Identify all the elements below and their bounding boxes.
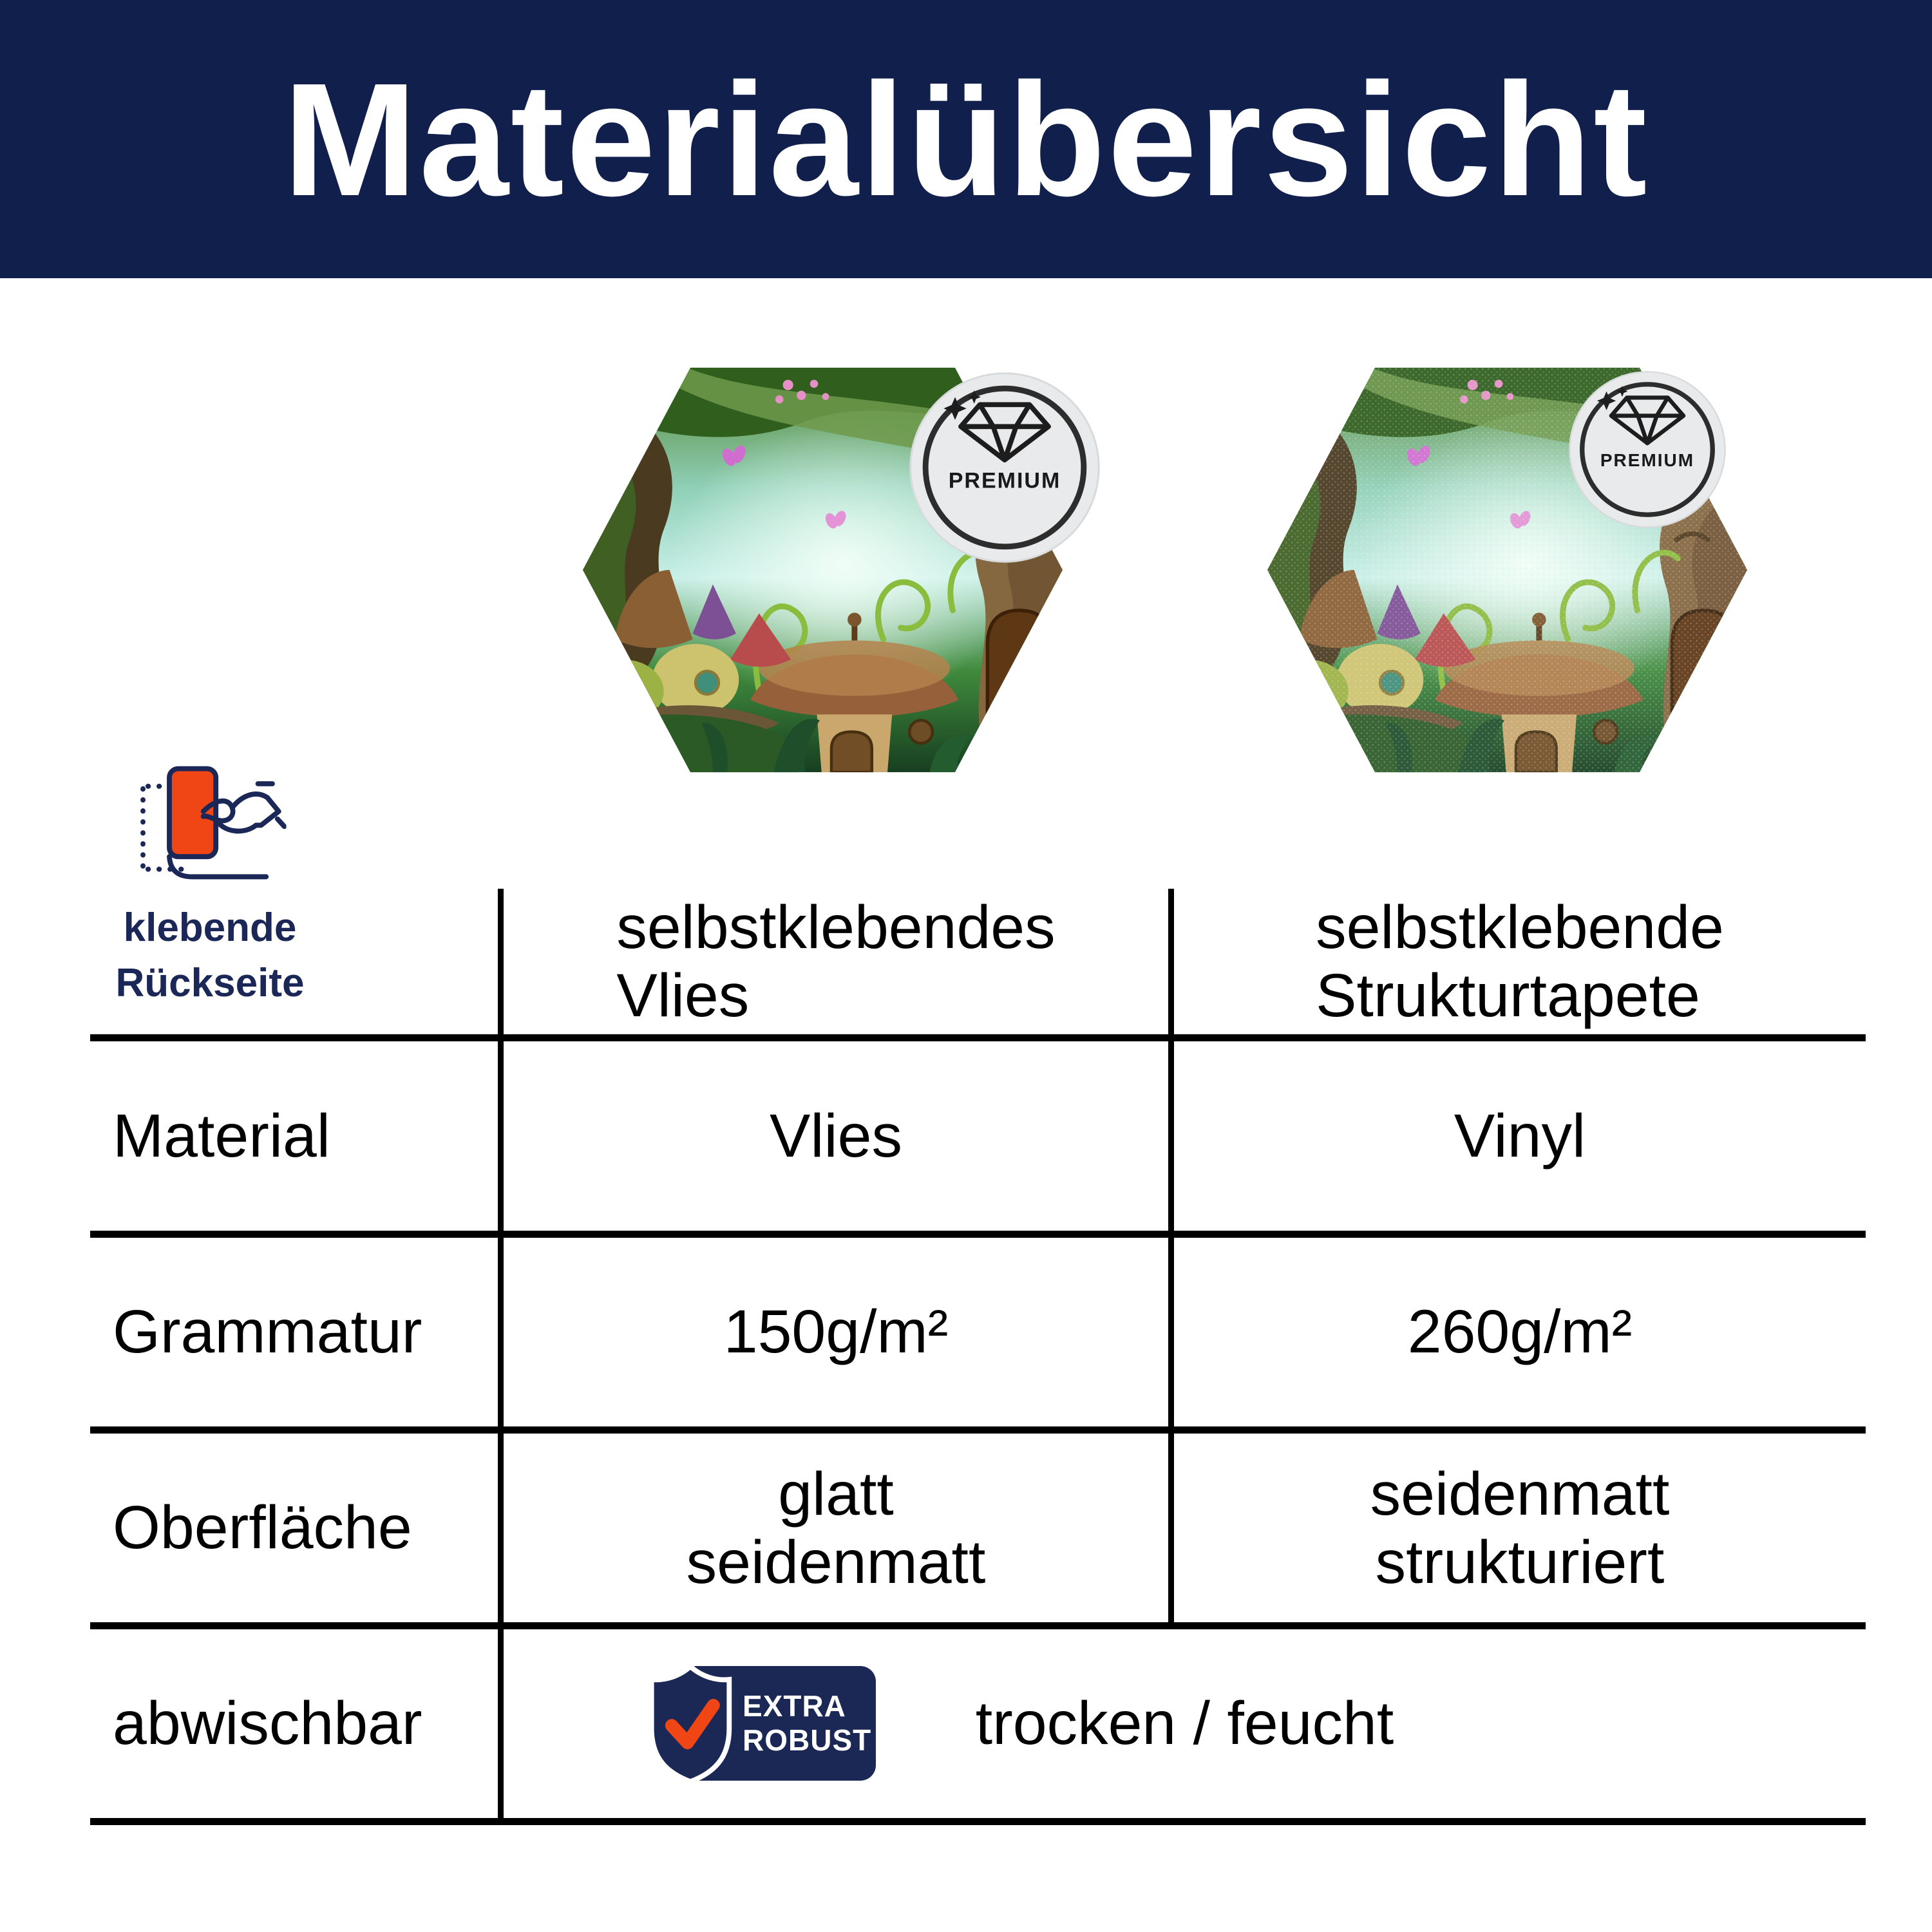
column-header-strukturtapete	[1174, 889, 1866, 1034]
value-grammatur-vinyl: 260g/m²	[1407, 1298, 1633, 1366]
extra-robust-label	[743, 1689, 871, 1757]
row-label-material: Material	[113, 1101, 330, 1170]
adhesive-backside-label	[62, 900, 358, 1011]
row-label-grammatur: Grammatur	[113, 1298, 422, 1366]
table-border	[90, 1231, 1866, 1238]
table-border	[90, 1818, 1866, 1825]
diamond-icon	[909, 372, 1100, 563]
column-header-line: Vlies	[616, 961, 750, 1030]
table-border	[90, 1426, 1866, 1434]
premium-badge	[909, 372, 1100, 563]
shield-checkmark-icon	[647, 1662, 734, 1785]
table-border	[90, 1034, 1866, 1041]
row-label-oberflaeche: Oberfläche	[113, 1493, 412, 1562]
extra-robust-label-line2: ROBUST	[743, 1723, 872, 1757]
column-header-line: Strukturtapete	[1316, 961, 1700, 1030]
extra-robust-badge	[647, 1662, 876, 1785]
value-material-vinyl: Vinyl	[1454, 1101, 1586, 1170]
column-header-vlies	[504, 889, 1168, 1034]
premium-badge	[1569, 371, 1726, 528]
value-line: glatt	[778, 1459, 894, 1528]
table-column-separator	[1168, 889, 1174, 1629]
table-border	[90, 1622, 1866, 1629]
column-header-line: selbstklebende	[1316, 893, 1724, 961]
column-header-line: selbstklebendes	[616, 893, 1056, 961]
header-banner	[0, 0, 1932, 278]
value-line: seidenmatt	[1370, 1459, 1670, 1528]
premium-badge-label: PREMIUM	[1600, 450, 1695, 471]
extra-robust-label-line1: EXTRA	[743, 1689, 846, 1723]
diamond-icon	[1569, 371, 1726, 528]
value-oberflaeche-vinyl	[1174, 1434, 1866, 1622]
page-title: Materialübersicht	[283, 49, 1649, 229]
value-material-vlies: Vlies	[770, 1101, 902, 1170]
adhesive-backside-label-line2: Rückseite	[115, 961, 305, 1005]
row-label-abwischbar: abwischbar	[113, 1689, 422, 1757]
table-column-separator	[498, 889, 504, 1825]
value-abwischbar: trocken / feucht	[975, 1689, 1394, 1757]
value-grammatur-vlies: 150g/m²	[723, 1298, 949, 1366]
hand-peeling-sticker-icon	[129, 759, 287, 887]
value-oberflaeche-vlies	[504, 1434, 1168, 1622]
adhesive-backside-label-line1: klebende	[123, 905, 297, 950]
premium-badge-label: PREMIUM	[948, 468, 1061, 493]
value-line: seidenmatt	[686, 1528, 986, 1596]
value-line: strukturiert	[1375, 1528, 1665, 1596]
